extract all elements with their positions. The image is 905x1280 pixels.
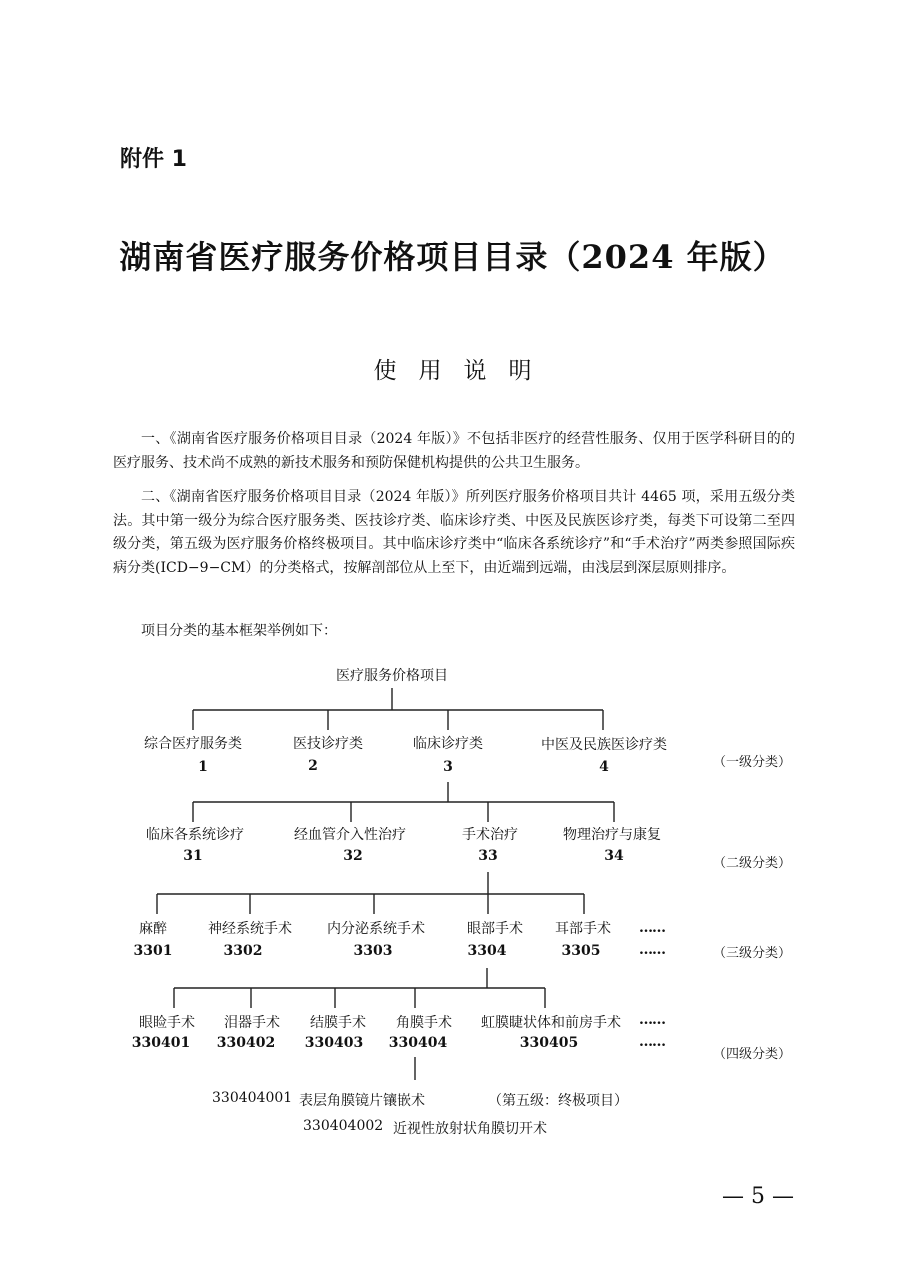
level3-ellipsis: ……	[639, 942, 665, 958]
level3-code: 3302	[223, 943, 263, 959]
level4-code: 330405	[519, 1035, 579, 1051]
level3-label: 眼部手术	[467, 921, 523, 937]
level4-code: 330404	[388, 1035, 448, 1051]
level1-label: 中医及民族医诊疗类	[541, 737, 667, 753]
paragraph-1: 一、《湖南省医疗服务价格项目目录（2024 年版）》不包括非医疗的经营性服务、仅用于医学科研目的的医疗服务、技术尚不成熟的新技术服务和预防保健机构提供的公共卫生服务。	[113, 431, 795, 471]
level1-code: 4	[599, 759, 609, 775]
level5-label: 表层角膜镜片镶嵌术	[299, 1093, 425, 1109]
level2-code: 34	[604, 848, 624, 864]
paragraph-2: 二、《湖南省医疗服务价格项目目录（2024 年版）》所列医疗服务价格项目共计 4465 项，采用五级分类法。其中第一级分为综合医疗服务类、医技诊疗类、临床诊疗类、中医及民族医诊疗类，每类下可设第二至四级分类，第五级为医疗服务价格终极项目。其中临床诊疗类中“临床各系统诊疗”和“手术治疗”两类参照国际疾病分类(ICD−9−CM）的分类格式，按解剖部位从上至下，由近端到远端，由浅层到深层原则排序。	[113, 489, 795, 576]
level5-note: （第五级：终极项目）	[488, 1093, 628, 1109]
tree-root-label: 医疗服务价格项目	[336, 668, 448, 684]
level2-code: 31	[183, 848, 203, 864]
annex-label: 附件 1	[120, 147, 187, 172]
level4-label: 泪器手术	[224, 1015, 280, 1031]
document-title: 湖南省医疗服务价格项目目录（2024 年版）	[119, 238, 786, 276]
level3-code: 3303	[353, 943, 393, 959]
level5-code: 330404002	[303, 1118, 384, 1134]
level4-code: 330403	[304, 1035, 364, 1051]
level4-code: 330402	[216, 1035, 276, 1051]
level3-label: 神经系统手术	[208, 921, 292, 937]
level4-note: （四级分类）	[713, 1047, 792, 1062]
level2-label: 经血管介入性治疗	[294, 827, 406, 843]
level2-label: 手术治疗	[462, 827, 518, 843]
level1-code: 1	[198, 759, 208, 775]
level4-label: 结膜手术	[310, 1015, 366, 1031]
level3-code: 3304	[467, 943, 507, 959]
level1-label: 临床诊疗类	[413, 736, 483, 752]
level3-label: 耳部手术	[555, 921, 611, 937]
level1-code: 3	[443, 759, 453, 775]
level5-code: 330404001	[212, 1090, 293, 1106]
level4-label: 眼睑手术	[139, 1015, 195, 1031]
paragraph-3: 项目分类的基本框架举例如下：	[141, 623, 337, 639]
level3-label: 内分泌系统手术	[327, 921, 425, 937]
level5-label: 近视性放射状角膜切开术	[393, 1121, 547, 1137]
level4-ellipsis: ……	[639, 1034, 665, 1050]
level3-label: 麻醉	[139, 921, 167, 937]
level4-label: 虹膜睫状体和前房手术	[481, 1015, 621, 1031]
level1-label: 医技诊疗类	[293, 736, 363, 752]
level2-label: 物理治疗与康复	[563, 827, 661, 843]
level2-code: 32	[343, 848, 363, 864]
level3-ellipsis: ……	[639, 920, 665, 936]
level2-label: 临床各系统诊疗	[146, 827, 244, 843]
level4-ellipsis: ……	[639, 1012, 665, 1028]
level1-note: （一级分类）	[713, 755, 792, 770]
level4-label: 角膜手术	[396, 1015, 452, 1031]
level3-note: （三级分类）	[713, 946, 792, 961]
level3-code: 3301	[133, 943, 173, 959]
section-heading: 使用说明	[373, 358, 554, 384]
level4-code: 330401	[131, 1035, 191, 1051]
page-number: — 5 —	[722, 1184, 794, 1209]
level2-code: 33	[478, 848, 498, 864]
level1-code: 2	[308, 758, 318, 774]
level2-note: （二级分类）	[713, 856, 792, 871]
level3-code: 3305	[561, 943, 601, 959]
level1-label: 综合医疗服务类	[144, 736, 242, 752]
